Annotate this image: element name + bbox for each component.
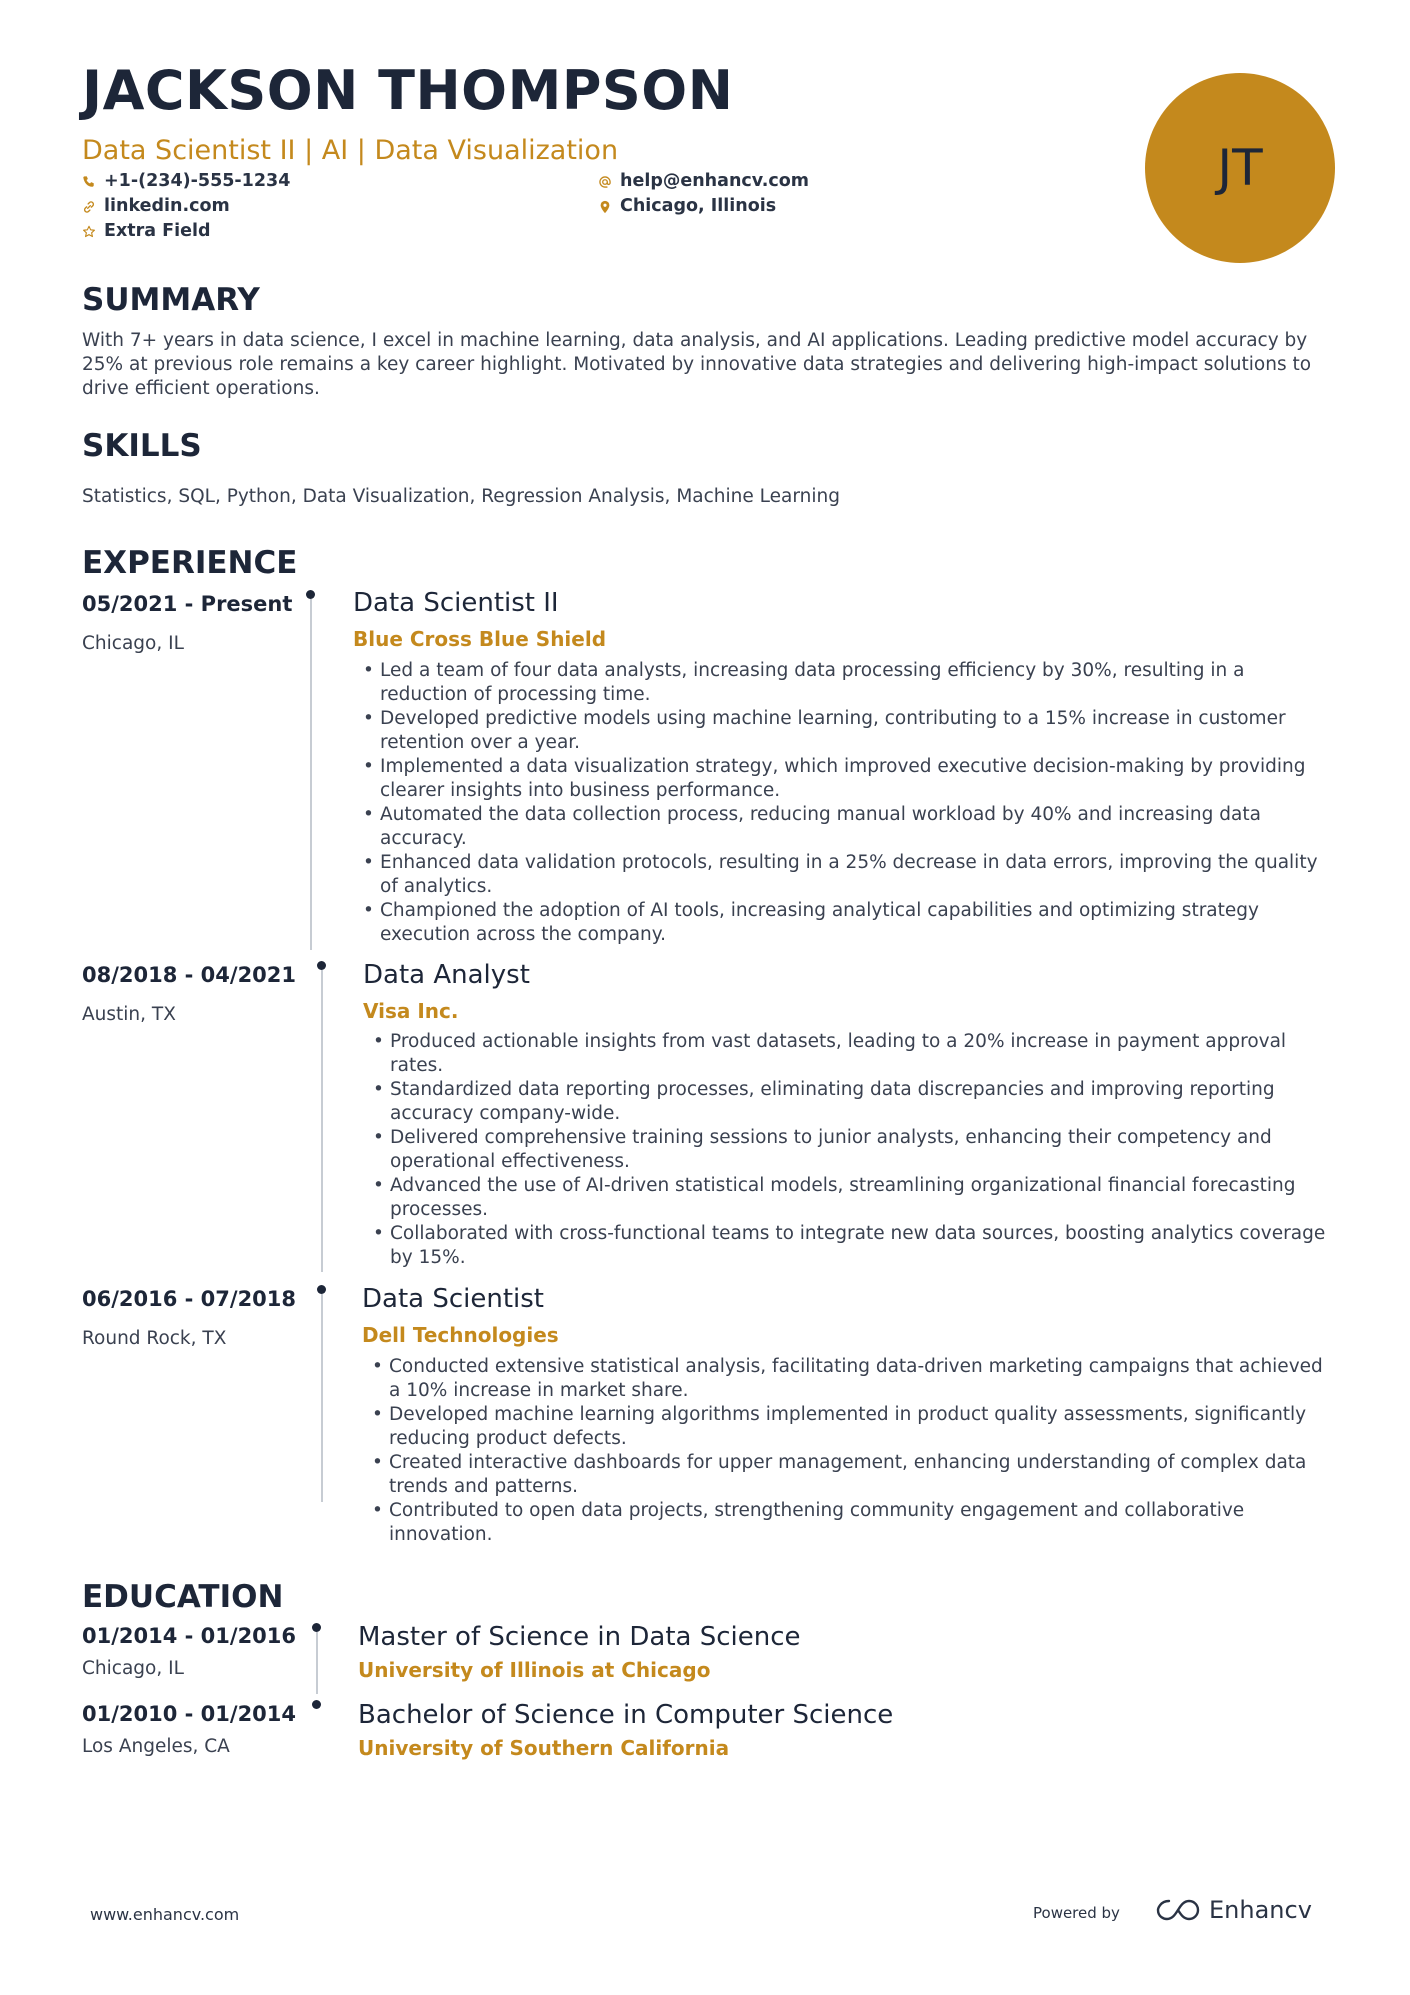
list-item: • Championed the adoption of AI tools, increasing analytical capabilities and optimizing strategy execution across the company. [353, 899, 1333, 947]
job-1-location: Chicago, IL [82, 633, 184, 654]
list-item: • Developed predictive models using machine learning, contributing to a 15% increase in customer retention over a year. [353, 707, 1333, 755]
star-icon [82, 225, 96, 239]
job-2-role: Data Analyst [363, 960, 530, 990]
job-2-bullets [363, 1030, 1333, 1270]
timeline-dot [317, 1285, 326, 1294]
list-item: • Conducted extensive statistical analysis, facilitating data-driven marketing campaigns that achieved a 10% increase in market share. [362, 1355, 1332, 1403]
edu-2-school: University of Southern California [358, 1736, 730, 1760]
skills-text: Statistics, SQL, Python, Data Visualization, Regression Analysis, Machine Learning [82, 486, 840, 507]
job-2-location: Austin, TX [82, 1004, 176, 1025]
job-2-dates: 08/2018 - 04/2021 [82, 963, 297, 987]
timeline-dot [317, 961, 326, 970]
job-3-bullets [362, 1355, 1332, 1547]
job-3-dates: 06/2016 - 07/2018 [82, 1287, 297, 1311]
edu-2-dates: 01/2010 - 01/2014 [82, 1702, 297, 1726]
summary-text: With 7+ years in data science, I excel in machine learning, data analysis, and AI applications. Leading predictive model accuracy by 25% at previous role remains a key career highlight. Motivated by innovative data strategies and delivering high-impact solutions to drive efficient operations. [82, 330, 1312, 399]
link-icon [82, 200, 96, 214]
experience-title: EXPERIENCE [82, 545, 298, 581]
list-item: • Developed machine learning algorithms implemented in product quality assessments, significantly reducing product defects. [362, 1403, 1332, 1451]
timeline-dot [312, 1700, 321, 1709]
contact-email[interactable] [598, 173, 809, 191]
enhancv-logo[interactable] [1155, 1896, 1312, 1924]
job-3-location: Round Rock, TX [82, 1328, 227, 1349]
job-1-dates: 05/2021 - Present [82, 592, 293, 616]
job-1-company: Blue Cross Blue Shield [353, 627, 607, 651]
skills-title: SKILLS [82, 428, 202, 464]
enhancv-logo-text: Enhancv [1209, 1896, 1312, 1924]
email-text[interactable]: help@enhancv.com [620, 171, 810, 191]
timeline-line [321, 970, 323, 1272]
edu-2-degree: Bachelor of Science in Computer Science [358, 1700, 894, 1730]
list-item: • Implemented a data visualization strategy, which improved executive decision-making by providing clearer insights into business performance. [353, 755, 1333, 803]
contact-linkedin[interactable] [82, 198, 230, 216]
list-item: • Produced actionable insights from vast datasets, leading to a 20% increase in payment approval rates. [363, 1030, 1333, 1078]
summary-title: SUMMARY [82, 282, 260, 318]
job-1-role: Data Scientist II [353, 588, 559, 618]
list-item: • Standardized data reporting processes, eliminating data discrepancies and improving reporting accuracy company-wide. [363, 1078, 1333, 1126]
list-item: • Led a team of four data analysts, increasing data processing efficiency by 30%, resulting in a reduction of processing time. [353, 659, 1333, 707]
job-1-bullets [353, 659, 1333, 947]
avatar-initials: JT [1217, 139, 1263, 197]
avatar [1145, 73, 1335, 263]
list-item: • Delivered comprehensive training sessions to junior analysts, enhancing their competency and operational effectiveness. [363, 1126, 1333, 1174]
timeline-line [321, 1294, 323, 1502]
edu-1-school: University of Illinois at Chicago [358, 1658, 711, 1682]
candidate-name: JACKSON THOMPSON [82, 59, 734, 122]
list-item: • Advanced the use of AI-driven statistical models, streamlining organizational financial forecasting processes. [363, 1174, 1333, 1222]
footer-website[interactable]: www.enhancv.com [90, 1905, 240, 1924]
at-icon [598, 175, 612, 189]
phone-icon [82, 175, 96, 189]
timeline-dot [312, 1623, 321, 1632]
contact-extra [82, 223, 211, 241]
edu-2-location: Los Angeles, CA [82, 1736, 230, 1757]
contact-location [598, 198, 776, 216]
education-title: EDUCATION [82, 1579, 284, 1615]
list-item: • Contributed to open data projects, strengthening community engagement and collaborative innovation. [362, 1499, 1332, 1547]
list-item: • Collaborated with cross-functional teams to integrate new data sources, boosting analytics coverage by 15%. [363, 1222, 1333, 1270]
list-item: • Created interactive dashboards for upper management, enhancing understanding of complex data trends and patterns. [362, 1451, 1332, 1499]
location-text: Chicago, Illinois [620, 196, 777, 216]
job-3-role: Data Scientist [362, 1284, 544, 1314]
footer-powered-by: Powered by [1033, 1904, 1120, 1922]
job-2-company: Visa Inc. [363, 999, 459, 1023]
edu-1-dates: 01/2014 - 01/2016 [82, 1624, 297, 1648]
timeline-line [316, 1632, 318, 1694]
edu-1-degree: Master of Science in Data Science [358, 1622, 801, 1652]
list-item: • Automated the data collection process, reducing manual workload by 40% and increasing data accuracy. [353, 803, 1333, 851]
job-3-company: Dell Technologies [362, 1323, 559, 1347]
enhancv-logo-icon [1155, 1897, 1201, 1923]
candidate-headline: Data Scientist II | AI | Data Visualization [82, 135, 619, 166]
timeline-line [310, 599, 312, 950]
phone-text: +1-(234)-555-1234 [104, 171, 291, 191]
location-pin-icon [598, 200, 612, 214]
contact-phone [82, 173, 290, 191]
timeline-dot [306, 590, 315, 599]
extra-text: Extra Field [104, 221, 211, 241]
linkedin-text[interactable]: linkedin.com [104, 196, 230, 216]
list-item: • Enhanced data validation protocols, resulting in a 25% decrease in data errors, improving the quality of analytics. [353, 851, 1333, 899]
edu-1-location: Chicago, IL [82, 1658, 184, 1679]
